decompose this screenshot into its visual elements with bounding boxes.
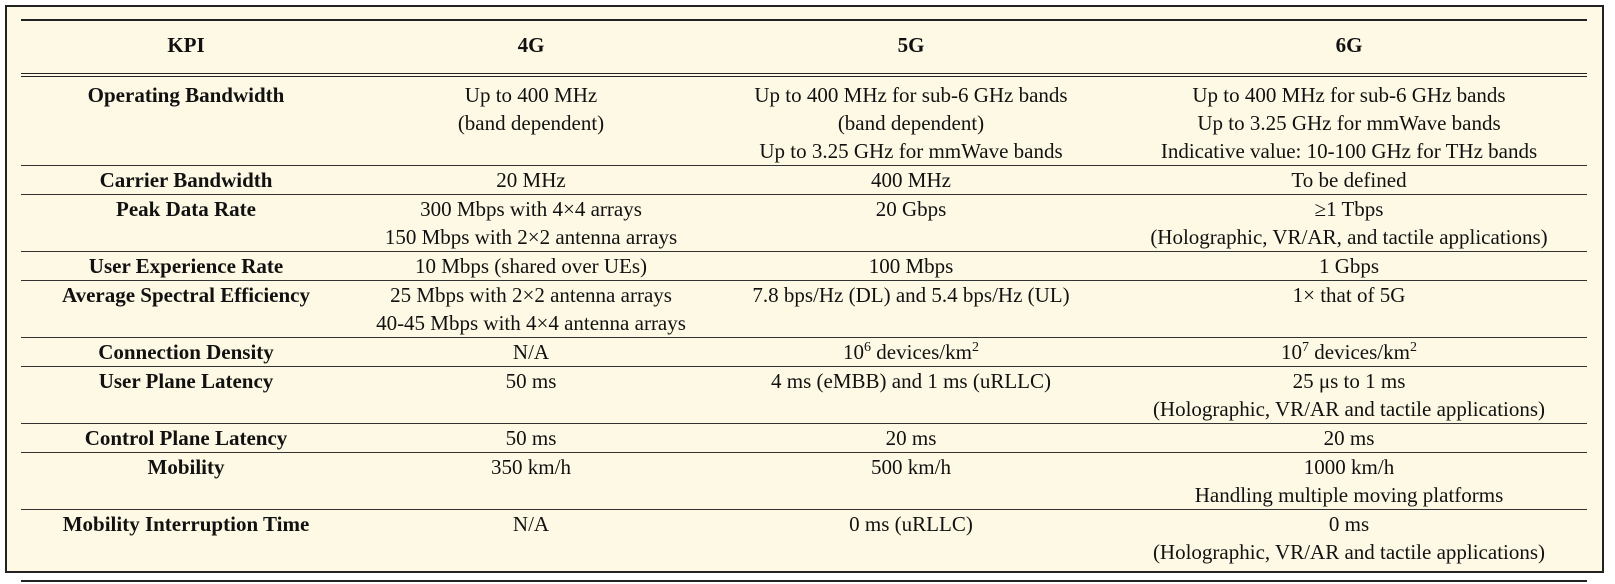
cell-text: 10 [1281, 340, 1303, 364]
cell-line: 20 ms [885, 426, 937, 450]
cell-line: 40-45 Mbps with 4×4 antenna arrays [376, 311, 686, 335]
table-row [21, 195, 1587, 252]
value-cell-g6 [1111, 252, 1587, 281]
cell-text: devices/km [1309, 340, 1410, 364]
kpi-name-cell: User Experience Rate [21, 252, 351, 281]
cell-line: Indicative value: 10-100 GHz for THz bands [1160, 139, 1538, 163]
value-cell-g5 [711, 424, 1111, 453]
table-row [21, 281, 1587, 338]
cell-line: ≥1 Tbps [1314, 197, 1384, 221]
cell-line: (band dependent) [837, 111, 985, 135]
cell-line: 150 Mbps with 2×2 antenna arrays [384, 225, 678, 249]
value-cell-g6 [1111, 338, 1587, 367]
value-cell-g6 [1111, 510, 1587, 582]
cell-line: 100 Mbps [868, 254, 954, 278]
table-body [21, 75, 1587, 581]
cell-line: 1× that of 5G [1292, 283, 1406, 307]
cell-line: 350 km/h [491, 455, 571, 479]
value-cell-g4 [351, 424, 711, 453]
cell-line: 20 Gbps [875, 197, 947, 221]
table-row [21, 252, 1587, 281]
value-cell-g4 [351, 338, 711, 367]
cell-line: 0 ms [1328, 512, 1370, 536]
cell-line: 300 Mbps with 4×4 arrays [420, 197, 642, 221]
header-5g: 5G [711, 20, 1111, 75]
cell-line: (Holographic, VR/AR, and tactile applications) [1150, 225, 1548, 249]
cell-line: 20 ms [1323, 426, 1375, 450]
value-cell-g5 [711, 510, 1111, 582]
kpi-name-cell: Carrier Bandwidth [21, 166, 351, 195]
table-frame [5, 5, 1604, 573]
superscript: 2 [971, 340, 979, 355]
cell-line: 20 MHz [496, 168, 566, 192]
table-row [21, 75, 1587, 166]
superscript: 6 [864, 340, 872, 355]
value-cell-g4 [351, 453, 711, 510]
header-4g: 4G [351, 20, 711, 75]
value-cell-g4 [351, 281, 711, 338]
cell-line [717, 338, 1105, 366]
value-cell-g4 [351, 510, 711, 582]
cell-line: Up to 400 MHz for sub-6 GHz bands [754, 83, 1068, 107]
cell-line: (Holographic, VR/AR and tactile applications) [1152, 540, 1546, 564]
cell-line: Handling multiple moving platforms [1194, 483, 1504, 507]
cell-line: 25 Mbps with 2×2 antenna arrays [390, 283, 672, 307]
cell-line: (Holographic, VR/AR and tactile applications) [1152, 397, 1546, 421]
cell-line: 4 ms (eMBB) and 1 ms (uRLLC) [771, 369, 1051, 393]
cell-line: Up to 3.25 GHz for mmWave bands [1197, 111, 1501, 135]
cell-text: devices/km [871, 340, 972, 364]
header-6g: 6G [1111, 20, 1587, 75]
cell-line: 1000 km/h [1303, 455, 1395, 479]
cell-line: 0 ms (uRLLC) [849, 512, 973, 536]
value-cell-g5 [711, 281, 1111, 338]
cell-line: 7.8 bps/Hz (DL) and 5.4 bps/Hz (UL) [752, 283, 1070, 307]
kpi-name-cell: Mobility Interruption Time [21, 510, 351, 582]
value-cell-g6 [1111, 367, 1587, 424]
cell-text: 10 [843, 340, 865, 364]
value-cell-g6 [1111, 75, 1587, 166]
kpi-name-cell: Operating Bandwidth [21, 75, 351, 166]
cell-line [1117, 338, 1581, 366]
cell-line: (band dependent) [457, 111, 605, 135]
cell-line: 400 MHz [871, 168, 951, 192]
value-cell-g5 [711, 75, 1111, 166]
kpi-name-cell: Peak Data Rate [21, 195, 351, 252]
value-cell-g5 [711, 338, 1111, 367]
cell-line: Up to 3.25 GHz for mmWave bands [759, 139, 1063, 163]
value-cell-g5 [711, 453, 1111, 510]
cell-line: To be defined [1291, 168, 1407, 192]
kpi-name-cell: Control Plane Latency [21, 424, 351, 453]
value-cell-g4 [351, 195, 711, 252]
kpi-name-cell: Average Spectral Efficiency [21, 281, 351, 338]
cell-line: 25 μs to 1 ms [1292, 369, 1406, 393]
value-cell-g4 [351, 367, 711, 424]
kpi-name-cell: Mobility [21, 453, 351, 510]
cell-line: Up to 400 MHz [464, 83, 598, 107]
cell-line: 10 Mbps (shared over UEs) [414, 254, 648, 278]
value-cell-g5 [711, 367, 1111, 424]
table-row [21, 510, 1587, 582]
cell-line: Up to 400 MHz for sub-6 GHz bands [1192, 83, 1506, 107]
header-row [21, 20, 1587, 75]
value-cell-g6 [1111, 195, 1587, 252]
value-cell-g4 [351, 75, 711, 166]
cell-line: 1 Gbps [1318, 254, 1380, 278]
cell-line: N/A [512, 340, 550, 364]
kpi-comparison-table [21, 19, 1587, 582]
table-row [21, 338, 1587, 367]
value-cell-g5 [711, 166, 1111, 195]
cell-line: 50 ms [505, 369, 557, 393]
value-cell-g5 [711, 195, 1111, 252]
table-row [21, 166, 1587, 195]
superscript: 2 [1409, 340, 1417, 355]
kpi-name-cell: Connection Density [21, 338, 351, 367]
table-row [21, 453, 1587, 510]
table-row [21, 367, 1587, 424]
value-cell-g4 [351, 166, 711, 195]
value-cell-g5 [711, 252, 1111, 281]
value-cell-g6 [1111, 166, 1587, 195]
cell-line: 50 ms [505, 426, 557, 450]
cell-line: N/A [512, 512, 550, 536]
table-row [21, 424, 1587, 453]
superscript: 7 [1302, 340, 1310, 355]
cell-line: 500 km/h [871, 455, 951, 479]
value-cell-g6 [1111, 281, 1587, 338]
kpi-name-cell: User Plane Latency [21, 367, 351, 424]
value-cell-g4 [351, 252, 711, 281]
value-cell-g6 [1111, 424, 1587, 453]
value-cell-g6 [1111, 453, 1587, 510]
header-kpi: KPI [21, 20, 351, 75]
